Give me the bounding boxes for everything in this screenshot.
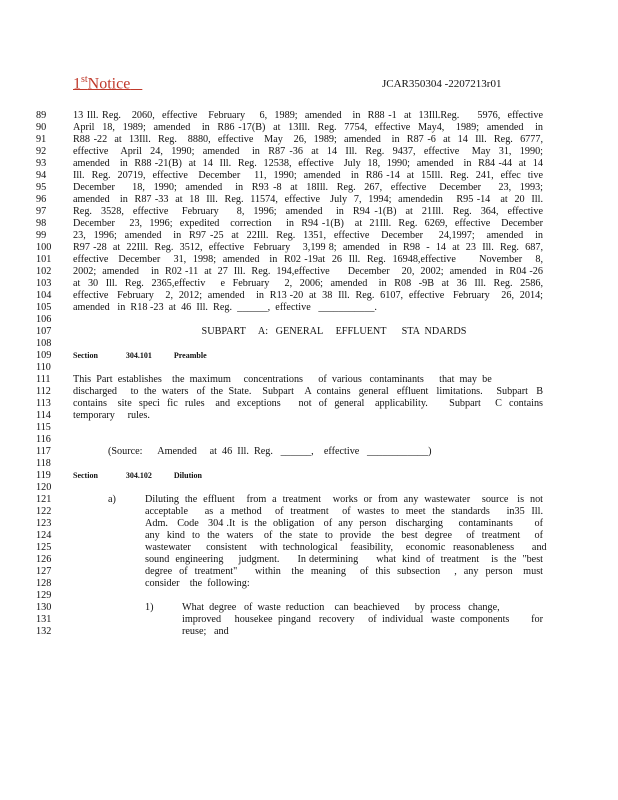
document-line	[0, 218, 618, 230]
line-number: 114	[36, 410, 51, 421]
line-number: 109	[36, 350, 52, 361]
document-id: JCAR350304 -2207213r01	[382, 78, 502, 90]
line-number: 126	[36, 554, 52, 565]
notice-word: Notice	[87, 75, 131, 93]
line-text: December 18, 1990; amended in R93 -8 at 18Ill. Reg. 267, effective December 23, 1993;	[73, 182, 543, 193]
document-line	[0, 350, 618, 362]
line-number: 106	[36, 314, 52, 325]
line-text: 13 Ill. Reg. 2060, effective February 6, 1989; amended in R88 -1 at 13Ill.Reg. 5976, effective	[73, 110, 543, 121]
document-line	[0, 206, 618, 218]
line-number: 110	[36, 362, 51, 373]
line-text: effective April 24, 1990; amended in R87 -36 at 14 Ill. Reg. 9437, effective May 31, 1990;	[73, 146, 543, 157]
document-line	[0, 566, 618, 578]
line-number: 113	[36, 398, 51, 409]
line-text: amended in R87 -33 at 18 Ill. Reg. 11574, effective July 7, 1994; amendedin R95 -14 at 20 Ill.	[73, 194, 543, 205]
line-number: 125	[36, 542, 52, 553]
line-text: effective February 2, 2012; amended in R13 -20 at 38 Ill. Reg. 6107, effective February 26, 2014;	[73, 290, 543, 301]
document-line	[0, 278, 618, 290]
line-number: 130	[36, 602, 52, 613]
line-number: 105	[36, 302, 52, 313]
subsection-label: 1)	[145, 602, 154, 613]
line-number: 119	[36, 470, 51, 481]
document-line	[0, 266, 618, 278]
line-number: 123	[36, 518, 52, 529]
line-text: This Part establishes the maximum concentrations of various contaminants that may be	[73, 374, 492, 385]
line-text: amended in R88 -21(B) at 14 Ill. Reg. 12538, effective July 18, 1990; amended in R84 -44 at 14	[73, 158, 543, 169]
section-heading	[73, 350, 543, 362]
section-heading	[73, 470, 543, 482]
line-number: 121	[36, 494, 52, 505]
line-number: 91	[36, 134, 47, 145]
line-text: wastewater consistent with technological feasibility, economic reasonableness and	[145, 542, 547, 553]
document-line	[0, 146, 618, 158]
line-text: R88 -22 at 13Ill. Reg. 8880, effective May 26, 1989; amended in R87 -6 at 14 Ill. Reg. 6777,	[73, 134, 543, 145]
section-word: Section	[73, 471, 98, 480]
line-text: discharged to the waters of the State. Subpart A contains general effluent limitations. Subpart B	[73, 386, 543, 397]
document-line	[0, 578, 618, 590]
notice-ordinal: 1	[73, 75, 81, 93]
line-text: December 23, 1996; expedited correction in R94 -1(B) at 21Ill. Reg. 6269, effective December	[73, 218, 543, 229]
document-line	[0, 374, 618, 386]
line-text: (Source: Amended at 46 Ill. Reg. ______, effective ____________)	[108, 446, 432, 457]
document-line	[0, 158, 618, 170]
document-line	[0, 194, 618, 206]
document-line	[0, 362, 618, 374]
line-text: April 18, 1989; amended in R86 -17(B) at 13Ill. Reg. 7754, effective May4, 1989; amended in	[73, 122, 543, 133]
section-number: 304.101	[125, 351, 152, 360]
document-line	[0, 170, 618, 182]
line-text: degree of treatment" within the meaning of this subsection , any person must	[145, 566, 543, 577]
document-line	[0, 518, 618, 530]
line-text: Ill. Reg. 20719, effective December 11, 1990; amended in R86 -14 at 15Ill. Reg. 241, effec tive	[73, 170, 543, 181]
line-number: 94	[36, 170, 47, 181]
document-line	[0, 422, 618, 434]
line-number: 98	[36, 218, 47, 229]
section-number: 304.102	[125, 471, 152, 480]
line-number: 108	[36, 338, 52, 349]
section-title: Preamble	[173, 351, 207, 360]
document-line	[0, 338, 618, 350]
document-line	[0, 482, 618, 494]
line-text: SUBPART A: GENERAL EFFLUENT STA NDARDS	[201, 326, 467, 337]
line-number: 89	[36, 110, 47, 121]
document-line	[0, 602, 618, 614]
line-number: 107	[36, 326, 52, 337]
line-text: contains site speci fic rules and exceptions not of general applicability. Subpart C contains	[73, 398, 543, 409]
line-number: 97	[36, 206, 47, 217]
line-number: 120	[36, 482, 52, 493]
line-text: acceptable as a method of treatment of wastes to meet the standards in35 Ill.	[145, 506, 543, 517]
document-line	[0, 626, 618, 638]
line-text: Diluting the effluent from a treatment works or from any wastewater source is not	[145, 494, 543, 505]
line-text: Reg. 3528, effective February 8, 1996; amended in R94 -1(B) at 21Ill. Reg. 364, effective	[73, 206, 543, 217]
line-number: 96	[36, 194, 47, 205]
document-line	[0, 254, 618, 266]
notice-heading	[73, 74, 142, 93]
document-line	[0, 458, 618, 470]
line-number: 90	[36, 122, 47, 133]
line-number: 101	[36, 254, 52, 265]
document-line	[0, 230, 618, 242]
document-line	[0, 242, 618, 254]
section-title: Dilution	[173, 471, 202, 480]
line-text: sound engineering judgment. In determining what kind of treatment is the "best	[145, 554, 543, 565]
line-number: 117	[36, 446, 51, 457]
document-line	[0, 554, 618, 566]
line-number: 118	[36, 458, 51, 469]
line-number: 124	[36, 530, 52, 541]
notice-ordinal-suffix: st	[81, 74, 88, 85]
line-number: 128	[36, 578, 52, 589]
document-body	[0, 110, 618, 638]
line-number: 112	[36, 386, 51, 397]
document-line	[0, 110, 618, 122]
line-number: 93	[36, 158, 47, 169]
line-text: Adm. Code 304 .It is the obligation of any person discharging contaminants of	[145, 518, 543, 529]
line-text: 2002; amended in R02 -11 at 27 Ill. Reg. 194,effective December 20, 2002; amended in R04 -26	[73, 266, 543, 277]
document-line	[0, 434, 618, 446]
line-number: 129	[36, 590, 52, 601]
document-line	[0, 542, 618, 554]
line-number: 92	[36, 146, 47, 157]
line-number: 131	[36, 614, 52, 625]
document-line	[0, 326, 618, 338]
line-number: 99	[36, 230, 47, 241]
document-line	[0, 290, 618, 302]
line-number: 122	[36, 506, 52, 517]
document-line	[0, 302, 618, 314]
line-number: 116	[36, 434, 51, 445]
line-text: improved housekee pingand recovery of individual waste components for	[182, 614, 543, 625]
line-number: 127	[36, 566, 52, 577]
line-text: temporary rules.	[73, 410, 150, 421]
line-number: 100	[36, 242, 52, 253]
document-line	[0, 530, 618, 542]
document-line	[0, 506, 618, 518]
line-number: 103	[36, 278, 52, 289]
line-text: What degree of waste reduction can beachieved by process change,	[182, 602, 500, 613]
section-word: Section	[73, 351, 98, 360]
document-line	[0, 614, 618, 626]
line-number: 102	[36, 266, 52, 277]
line-text: any kind to the waters of the state to provide the best degree of treatment of	[145, 530, 543, 541]
line-text: 23, 1996; amended in R97 -25 at 22Ill. Reg. 1351, effective December 24,1997; amended in	[73, 230, 543, 241]
line-number: 111	[36, 374, 51, 385]
line-number: 104	[36, 290, 52, 301]
subsection-label: a)	[108, 494, 116, 505]
document-line	[0, 590, 618, 602]
document-line	[0, 314, 618, 326]
line-text: at 30 Ill. Reg. 2365,effectiv e February 2, 2006; amended in R08 -9B at 36 Ill. Reg. 2586,	[73, 278, 543, 289]
document-line	[0, 134, 618, 146]
document-line	[0, 182, 618, 194]
line-text: reuse; and	[182, 626, 229, 637]
line-text: effective December 31, 1998; amended in R02 -19at 26 Ill. Reg. 16948,effective November 8,	[73, 254, 543, 265]
line-number: 132	[36, 626, 52, 637]
document-line	[0, 470, 618, 482]
line-text: R97 -28 at 22Ill. Reg. 3512, effective February 3,199 8; amended in R98 - 14 at 23 Ill. Reg. 687,	[73, 242, 543, 253]
document-line	[0, 410, 618, 422]
document-line	[0, 386, 618, 398]
document-line	[0, 446, 618, 458]
document-line	[0, 398, 618, 410]
line-number: 115	[36, 422, 51, 433]
line-text: consider the following:	[145, 578, 250, 589]
line-text: amended in R18 -23 at 46 Ill. Reg. ______, effective ___________.	[73, 302, 377, 313]
line-number: 95	[36, 182, 47, 193]
document-line	[0, 494, 618, 506]
document-line	[0, 122, 618, 134]
